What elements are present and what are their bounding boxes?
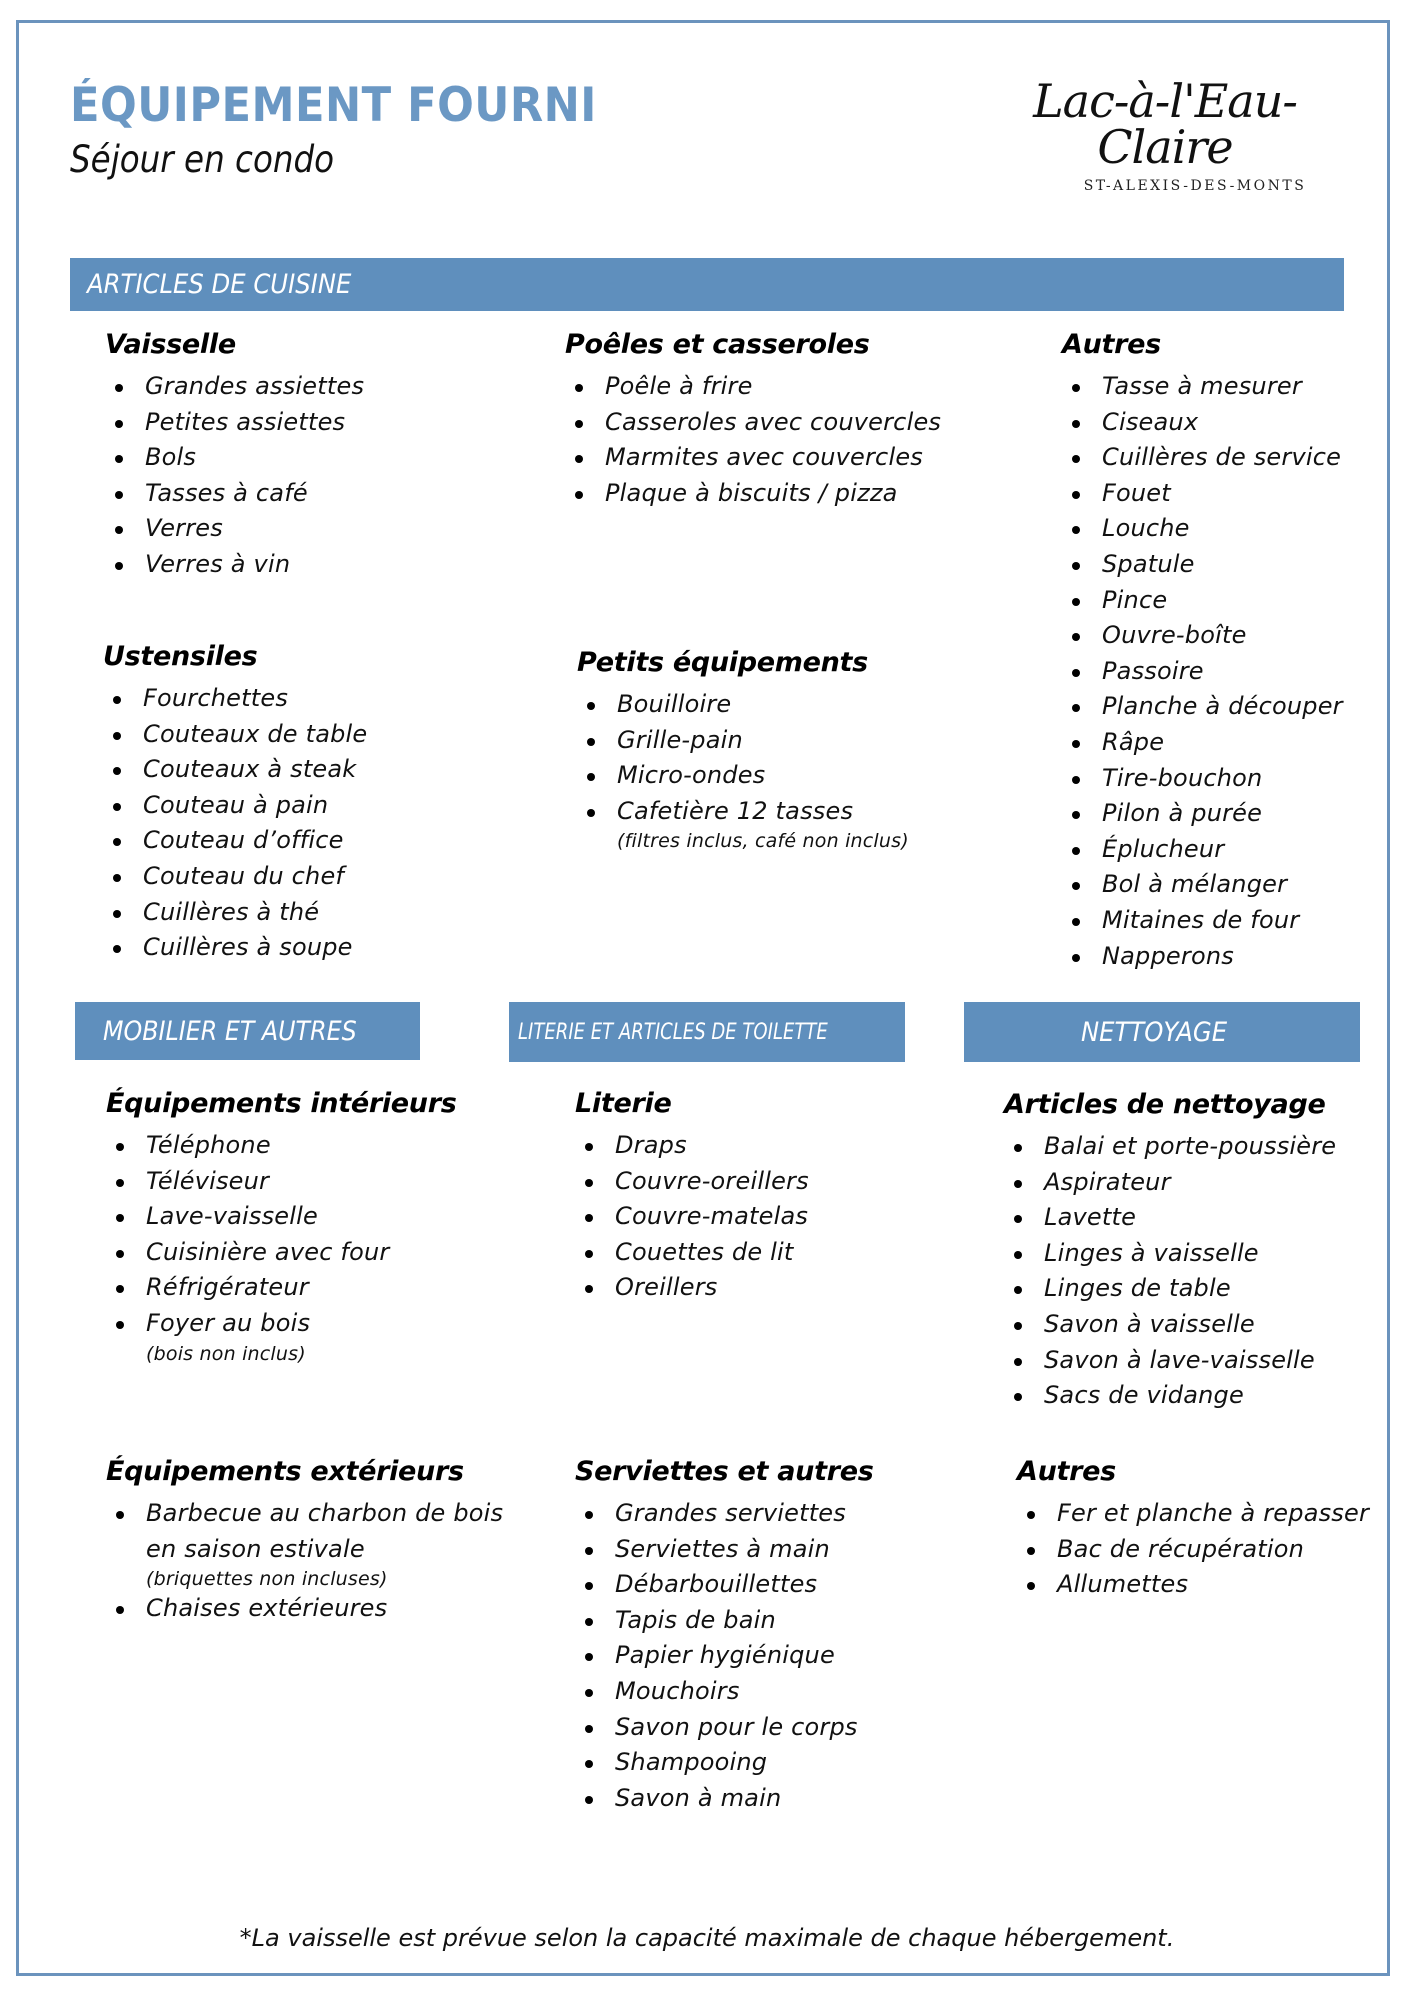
list-item <box>1062 547 1343 583</box>
item-list <box>565 369 941 511</box>
list-item <box>577 723 909 759</box>
group-title: Équipements intérieurs <box>106 1088 457 1119</box>
list-item <box>1004 1236 1336 1272</box>
item-label: Lave-vaisselle <box>146 1202 318 1231</box>
item-label: Oreillers <box>615 1273 718 1302</box>
item-label: Savon à lave-vaisselle <box>1044 1345 1315 1374</box>
section-label: LITERIE ET ARTICLES DE TOILETTE <box>518 1019 828 1045</box>
list-item <box>106 1591 536 1627</box>
item-label: Tasse à mesurer <box>1102 372 1302 400</box>
item-label: Pince <box>1102 585 1168 614</box>
list-item <box>575 1496 874 1532</box>
item-label: Couteaux à steak <box>143 755 357 784</box>
item-label: Fer et planche à repasser <box>1057 1499 1370 1527</box>
item-label: Allumettes <box>1057 1570 1189 1599</box>
list-item <box>1004 1129 1336 1165</box>
section-label: MOBILIER ET AUTRES <box>103 1015 358 1047</box>
item-label: Couteaux de table <box>143 719 368 748</box>
group-title: Articles de nettoyage <box>1004 1089 1326 1120</box>
item-list <box>105 369 364 583</box>
list-item <box>1004 1343 1336 1379</box>
item-label: Passoire <box>1102 656 1204 685</box>
list-item <box>575 1781 874 1817</box>
item-list <box>106 1128 457 1366</box>
group-cuisine-autres <box>1062 328 1343 974</box>
item-label: Marmites avec couvercles <box>605 443 923 472</box>
page-title: ÉQUIPEMENT FOURNI <box>70 78 597 133</box>
logo <box>975 74 1355 194</box>
item-label: Réfrigérateur <box>146 1273 309 1302</box>
item-label: Micro-ondes <box>617 761 766 790</box>
item-label: Shampooing <box>615 1748 768 1777</box>
item-label: Grille-pain <box>617 725 743 754</box>
list-item <box>575 1270 809 1306</box>
group-title: Vaisselle <box>105 329 236 360</box>
item-label: Couteau d’office <box>143 826 344 855</box>
group-title: Literie <box>575 1088 672 1119</box>
list-item <box>1062 903 1343 939</box>
item-note: (briquettes non incluses) <box>146 1568 388 1591</box>
item-label: Casseroles avec couvercles <box>605 407 942 436</box>
list-item <box>1062 832 1343 868</box>
item-label: Petites assiettes <box>145 407 346 436</box>
section-label: ARTICLES DE CUISINE <box>87 269 352 300</box>
group-ustensiles <box>103 640 367 966</box>
section-header-mobilier <box>75 1002 420 1060</box>
item-label: Savon pour le corps <box>615 1712 858 1741</box>
list-item <box>1017 1567 1369 1603</box>
list-item <box>565 476 941 512</box>
list-item <box>1062 618 1343 654</box>
list-item <box>103 823 367 859</box>
group-literie <box>575 1087 809 1306</box>
list-item <box>575 1128 809 1164</box>
item-label: Verres à vin <box>145 549 291 578</box>
list-item <box>105 369 364 405</box>
item-label: Cuillères à thé <box>143 897 320 926</box>
list-item <box>575 1532 874 1568</box>
item-label: Napperons <box>1102 941 1234 970</box>
item-note: (filtres inclus, café non inclus) <box>617 830 909 853</box>
list-item <box>577 687 909 723</box>
list-item <box>575 1710 874 1746</box>
group-petits-equipements <box>577 646 909 853</box>
list-item <box>103 752 367 788</box>
group-title: Serviettes et autres <box>575 1456 874 1487</box>
item-label: Ciseaux <box>1102 407 1199 436</box>
item-label: Cuillères à soupe <box>143 933 353 962</box>
item-label: Papier hygiénique <box>615 1641 835 1670</box>
item-list <box>575 1128 809 1306</box>
group-equipements-interieurs <box>106 1087 457 1366</box>
list-item <box>575 1164 809 1200</box>
logo-subtitle: ST-ALEXIS-DES-MONTS <box>1083 178 1307 194</box>
list-item <box>1062 761 1343 797</box>
list-item <box>577 758 909 794</box>
list-item <box>105 511 364 547</box>
item-label: Fouet <box>1102 478 1171 507</box>
item-label: Verres <box>145 514 223 543</box>
group-articles-nettoyage <box>1004 1088 1336 1414</box>
list-item <box>1062 405 1343 441</box>
list-item <box>1062 725 1343 761</box>
list-item <box>575 1235 809 1271</box>
group-title: Poêles et casseroles <box>565 329 870 360</box>
group-equipements-exterieurs <box>106 1455 536 1627</box>
item-label: Barbecue au charbon de bois en saison estivale <box>146 1499 504 1563</box>
list-item <box>575 1603 874 1639</box>
page-subtitle: Séjour en condo <box>70 138 335 181</box>
item-label: Balai et porte-poussière <box>1044 1132 1337 1160</box>
list-item <box>103 895 367 931</box>
list-item <box>1062 369 1343 405</box>
item-label: Cuisinière avec four <box>146 1237 390 1266</box>
item-label: Serviettes à main <box>615 1534 830 1563</box>
list-item <box>103 788 367 824</box>
item-label: Linges à vaisselle <box>1044 1238 1259 1267</box>
list-item <box>1062 689 1343 725</box>
logo-script: Lac-à-l'Eau-Claire <box>1033 74 1297 174</box>
item-list <box>103 681 367 966</box>
item-label: Bol à mélanger <box>1102 870 1288 899</box>
list-item <box>1004 1307 1336 1343</box>
list-item <box>103 930 367 966</box>
item-label: Lavette <box>1044 1203 1137 1232</box>
item-label: Téléviseur <box>146 1166 270 1195</box>
list-item <box>565 369 941 405</box>
item-label: Bols <box>145 443 197 472</box>
item-label: Ouvre-boîte <box>1102 621 1247 650</box>
item-label: Pilon à purée <box>1102 799 1263 828</box>
item-label: Râpe <box>1102 727 1165 756</box>
list-item <box>1017 1532 1369 1568</box>
item-label: Spatule <box>1102 549 1195 578</box>
group-title: Autres <box>1062 329 1161 360</box>
item-list <box>577 687 909 853</box>
item-label: Tire-bouchon <box>1102 763 1263 792</box>
list-item <box>577 794 909 854</box>
list-item <box>106 1306 457 1366</box>
item-label: Draps <box>615 1131 687 1159</box>
item-label: Couvre-matelas <box>615 1202 809 1231</box>
list-item <box>1062 796 1343 832</box>
item-label: Débarbouillettes <box>615 1570 818 1599</box>
item-label: Aspirateur <box>1044 1167 1171 1196</box>
group-serviettes <box>575 1455 874 1816</box>
section-header-cuisine <box>70 258 1344 311</box>
list-item <box>565 440 941 476</box>
list-item <box>103 859 367 895</box>
list-item <box>1004 1271 1336 1307</box>
group-title: Petits équipements <box>577 647 868 678</box>
list-item <box>575 1674 874 1710</box>
list-item <box>575 1567 874 1603</box>
item-label: Sacs de vidange <box>1044 1381 1244 1410</box>
footnote: *La vaisselle est prévue selon la capacité maximale de chaque hébergement. <box>239 1924 1175 1952</box>
list-item <box>106 1128 457 1164</box>
section-header-nettoyage <box>964 1002 1360 1062</box>
list-item <box>575 1199 809 1235</box>
list-item <box>1062 583 1343 619</box>
item-label: Foyer au bois <box>146 1308 311 1337</box>
item-label: Couvre-oreillers <box>615 1166 809 1195</box>
item-label: Bac de récupération <box>1057 1534 1305 1563</box>
list-item <box>575 1745 874 1781</box>
item-label: Tasses à café <box>145 478 308 507</box>
item-label: Planche à découper <box>1102 692 1343 721</box>
group-title: Autres <box>1017 1456 1116 1487</box>
item-list <box>1017 1496 1369 1603</box>
item-label: Couteau à pain <box>143 790 329 819</box>
item-label: Poêle à frire <box>605 372 753 400</box>
list-item <box>103 717 367 753</box>
list-item <box>1017 1496 1369 1532</box>
item-list <box>106 1496 536 1627</box>
item-label: Linges de table <box>1044 1274 1231 1303</box>
item-label: Téléphone <box>146 1131 271 1159</box>
item-label: Couettes de lit <box>615 1237 794 1266</box>
list-item <box>1004 1165 1336 1201</box>
list-item <box>106 1235 457 1271</box>
item-label: Louche <box>1102 514 1190 543</box>
list-item <box>106 1270 457 1306</box>
list-item <box>1062 511 1343 547</box>
section-label: NETTOYAGE <box>1080 1016 1227 1048</box>
list-item <box>1062 867 1343 903</box>
list-item <box>106 1199 457 1235</box>
list-item <box>575 1638 874 1674</box>
list-item <box>105 440 364 476</box>
item-label: Couteau du chef <box>143 861 345 890</box>
item-label: Mouchoirs <box>615 1676 740 1705</box>
group-poeles-casseroles <box>565 328 941 511</box>
item-label: Savon à vaisselle <box>1044 1309 1255 1338</box>
list-item <box>1062 654 1343 690</box>
item-label: Plaque à biscuits / pizza <box>605 478 898 507</box>
list-item <box>1062 476 1343 512</box>
list-item <box>105 476 364 512</box>
item-label: Tapis de bain <box>615 1605 776 1634</box>
item-label: Éplucheur <box>1102 834 1225 863</box>
list-item <box>103 681 367 717</box>
list-item <box>105 405 364 441</box>
item-label: Cuillères de service <box>1102 443 1342 472</box>
item-note: (bois non inclus) <box>146 1342 306 1365</box>
list-item <box>1004 1378 1336 1414</box>
item-label: Grandes serviettes <box>615 1499 846 1527</box>
group-vaisselle <box>105 328 364 583</box>
list-item <box>1004 1200 1336 1236</box>
item-label: Fourchettes <box>143 684 289 712</box>
item-label: Bouilloire <box>617 690 732 718</box>
item-label: Grandes assiettes <box>145 372 365 400</box>
group-nettoyage-autres <box>1017 1455 1369 1603</box>
item-list <box>575 1496 874 1816</box>
list-item <box>1062 939 1343 975</box>
item-label: Mitaines de four <box>1102 905 1300 934</box>
item-label: Chaises extérieures <box>146 1594 388 1623</box>
list-item <box>106 1164 457 1200</box>
list-item <box>105 547 364 583</box>
item-label: Savon à main <box>615 1783 782 1812</box>
section-header-literie <box>509 1002 905 1062</box>
item-list <box>1004 1129 1336 1414</box>
group-title: Équipements extérieurs <box>106 1456 464 1487</box>
item-list <box>1062 369 1343 974</box>
list-item <box>1062 440 1343 476</box>
list-item <box>565 405 941 441</box>
item-label: Cafetière 12 tasses <box>617 796 854 825</box>
list-item <box>106 1496 536 1591</box>
group-title: Ustensiles <box>103 641 258 672</box>
